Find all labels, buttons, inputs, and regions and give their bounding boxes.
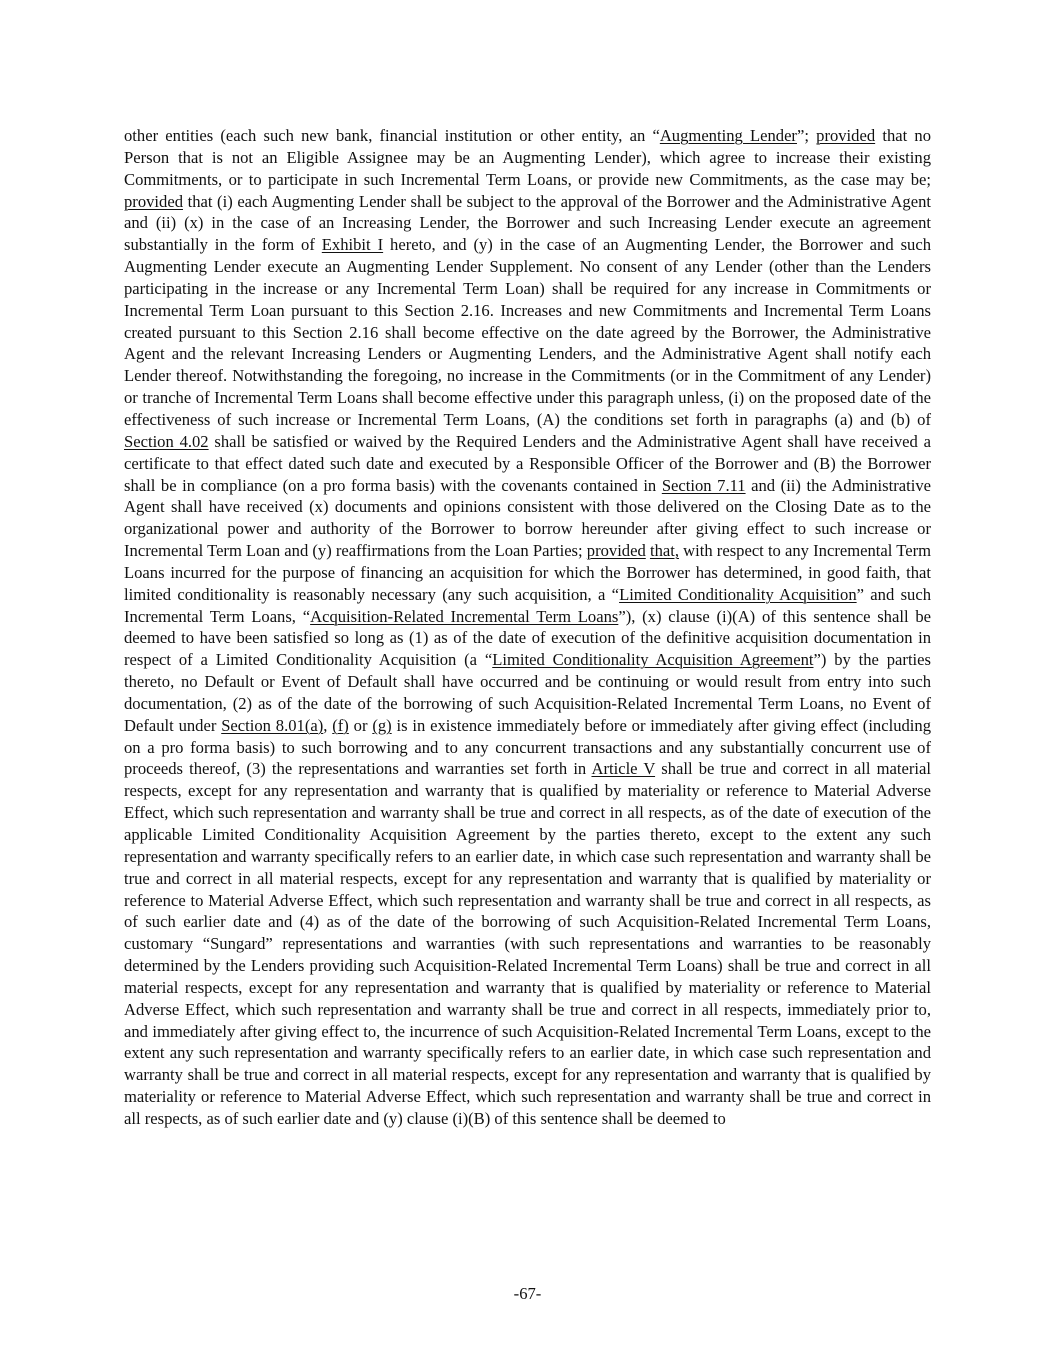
text-run: that (i) each Augmenting Lender shall be subject to the approval of the Borrower and the Administrative Agent and (ii) (x) in the case of an Increasing Lender, the Borrower and such Increasing Lender execute an agreement substantially in the form of: [124, 191, 931, 255]
text-run: that no Person that is not an Eligible Assignee may be an Augmenting Lender), which agree to increase their existing Commitments, or to participate in such Incremental Term Loans, or provide new Commitments, as the case may be;: [124, 126, 931, 189]
text-run: hereto, and (y) in the case of an Augmenting Lender, the Borrower and such Augmenting Lender execute an Augmenting Lender Supplement. No consent of any Lender (other than the Lenders participating in the increase or any Incremental Term Loan) shall be required for any increase in Commitments or Incremental Term Loan pursuant to this Section 2.16. Increases and new Commitments and Incremental Term Loans created pursuant to this Section 2.16 shall become effective on the date agreed by the Borrower, the Administrative Agent and the relevant Increasing Lenders or Augmenting Lenders, and the Administrative Agent shall notify each Lender thereof. Notwithstanding the foregoing, no increase in the Commitments (or in the Commitment of any Lender) or tranche of Incremental Term Loans shall become effective under this paragraph unless, (i) on the proposed date of the effectiveness of such increase or Incremental Term Loans, (A) the conditions set forth in paragraphs (a) and (b) of: [124, 235, 931, 429]
underlined-term: Acquisition-Related Incremental Term Loans: [310, 606, 619, 626]
text-run: and (ii) the Administrative Agent shall have received (x) documents and opinions consistent with those delivered on the Closing Date as to the organizational power and authority of the Borrower to borrow hereunder after giving effect to such increase or Incremental Term Loan and (y) reaffirmations from the Loan Parties;: [124, 475, 931, 561]
text-run: ,: [323, 715, 333, 735]
text-run: shall be satisfied or waived by the Required Lenders and the Administrative Agent shall have received a certificate to that effect dated such date and executed by a Responsible Officer of the Borrower and (B) the Borrower shall be in compliance (on a pro forma basis) with the covenants contained in: [124, 431, 931, 495]
underlined-term: (g): [372, 715, 392, 735]
text-run: is in existence immediately before or immediately after giving effect (including on a pro forma basis) to such borrowing and to any concurrent transactions and any substantially concurrent use of proceeds thereof, (3) the representations and warranties set forth in: [124, 715, 932, 779]
underlined-term: Exhibit I: [321, 235, 384, 255]
text-run: ” and such Incremental Term Loans, “: [124, 584, 931, 626]
underlined-term: provided: [816, 126, 876, 145]
underlined-term: provided: [124, 191, 183, 211]
text-run: or: [348, 715, 373, 735]
text-run: other entities (each such new bank, financial institution or other entity, an “: [124, 126, 660, 145]
underlined-term: Section 8.01(a): [221, 715, 324, 735]
underlined-term: Augmenting Lender: [659, 126, 797, 145]
underlined-term: Section 7.11: [661, 475, 746, 495]
text-run: ”), (x) clause (i)(A) of this sentence shall be deemed to have been satisfied so long as (1) as of the date of execution of the definitive acquisition documentation in respect of a Limited Conditionality Acquisition (a “: [124, 606, 931, 670]
underlined-term: Article V: [591, 759, 656, 779]
body-paragraph: [124, 125, 931, 1130]
text-run: ”;: [796, 126, 817, 145]
underlined-term: Limited Conditionality Acquisition Agreement: [492, 650, 814, 670]
underlined-term: that,: [649, 541, 679, 561]
underlined-term: Limited Conditionality Acquisition: [619, 584, 857, 604]
page-number: -67-: [513, 1284, 542, 1303]
underlined-term: Section 4.02: [124, 431, 209, 451]
text-run: shall be true and correct in all material respects, except for any representation and warranty that is qualified by materiality or reference to Material Adverse Effect, which such representation and warranty shall be true and correct in all respects, as of the date of execution of the applicable Limited Conditionality Acquisition Agreement by the parties thereto, except to the extent any such representation and warranty specifically refers to an earlier date, in which case such representation and warranty shall be true and correct in all material respects, except for any representation and warranty that is qualified by materiality or reference to Material Adverse Effect, which such representation and warranty shall be true and correct in all respects, as of such earlier date and (4) as of the date of the borrowing of such Acquisition-Related Incremental Term Loans, customary “Sungard” representations and warranties (with such representations and warranties to be reasonably determined by the Lenders providing such Acquisition-Related Incremental Term Loans) shall be true and correct in all material respects, except for any representation and warranty that is qualified by materiality or reference to Material Adverse Effect, which such representation and warranty shall be true and correct in all respects, immediately prior to, and immediately after giving effect to, the incurrence of such Acquisition-Related Incremental Term Loans, except to the extent any such representation and warranty specifically refers to an earlier date, in which case such representation and warranty shall be true and correct in all material respects, except for any representation and warranty that is qualified by materiality or reference to Material Adverse Effect, which such representation and warranty shall be true and correct in all respects, as of such earlier date and (y) clause (i)(B) of this sentence shall be deemed to: [124, 759, 931, 1128]
text-run: ”) by the parties thereto, no Default or Event of Default shall have occurred and be continuing or would result from entry into such documentation, (2) as of the date of the borrowing of such Acquisition-Related Incremental Term Loans, no Event of Default under: [124, 650, 931, 735]
text-run: with respect to any Incremental Term Loans incurred for the purpose of financing an acquisition for which the Borrower has determined, in good faith, that limited conditionality is reasonably necessary (any such acquisition, a “: [124, 541, 931, 604]
underlined-term: (f): [332, 715, 349, 735]
underlined-term: provided: [586, 541, 646, 561]
